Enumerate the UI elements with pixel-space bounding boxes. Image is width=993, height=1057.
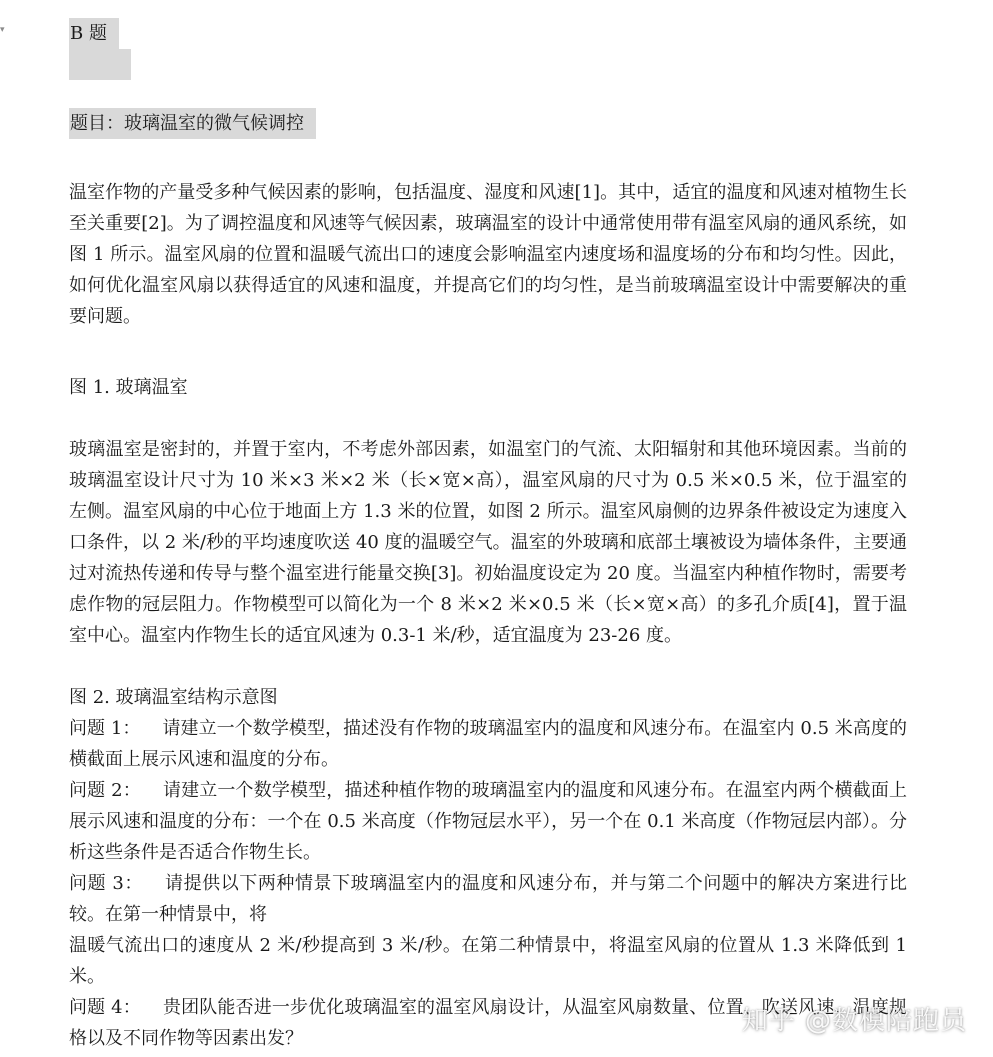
question-1-text: 请建立一个数学模型，描述没有作物的玻璃温室内的温度和风速分布。在温室内 0.5 米高度的横截面上展示风速和温度的分布。	[69, 718, 907, 770]
question-3-text: 请提供以下两种情景下玻璃温室内的温度和风速分布，并与第二个问题中的解决方案进行比较。在第一种情景中，将	[69, 873, 907, 925]
zhihu-watermark: 知乎 @数模陪跑员	[741, 1006, 967, 1036]
intro-paragraph: 温室作物的产量受多种气候因素的影响，包括温度、湿度和风速[1]。其中，适宜的温度和风速对植物生长至关重要[2]。为了调控温度和风速等气候因素，玻璃温室的设计中通常使用带有温室风扇的通风系统，如图 1 所示。温室风扇的位置和温暖气流出口的速度会影响温室内速度场和温度场的分布和均匀性。因此，如何优化温室风扇以获得适宜的风速和温度，并提高它们的均匀性，是当前玻璃温室设计中需要解决的重要问题。	[69, 182, 907, 327]
question-3-continuation: 温暖气流出口的速度从 2 米/秒提高到 3 米/秒。在第二种情景中，将温室风扇的位置从 1.3 米降低到 1 米。	[69, 935, 907, 987]
figure-2-caption: 图 2. 玻璃温室结构示意图	[69, 687, 278, 708]
collapse-marker-icon[interactable]: ▾	[0, 25, 5, 35]
problem-label	[69, 18, 907, 49]
question-2	[69, 775, 907, 868]
question-1	[69, 713, 907, 775]
question-3	[69, 868, 907, 930]
figure-1-caption: 图 1. 玻璃温室	[69, 377, 188, 398]
question-4-label: 问题 4：	[69, 997, 141, 1018]
problem-title-text: 题目：玻璃温室的微气候调控	[69, 108, 316, 139]
description-paragraph: 玻璃温室是密封的，并置于室内，不考虑外部因素，如温室门的气流、太阳辐射和其他环境因素。当前的玻璃温室设计尺寸为 10 米×3 米×2 米（长×宽×高），温室风扇的尺寸为 0.5 米×0.5 米，位于温室的左侧。温室风扇的中心位于地面上方 1.3 米的位置，如图 2 所示。温室风扇侧的边界条件被设定为速度入口条件，以 2 米/秒的平均速度吹送 40 度的温暖空气。温室的外玻璃和底部土壤被设为墙体条件，主要通过对流热传递和传导与整个温室进行能量交换[3]。初始温度设定为 20 度。当温室内种植作物时，需要考虑作物的冠层阻力。作物模型可以简化为一个 8 米×2 米×0.5 米（长×宽×高）的多孔介质[4]，置于温室中心。温室内作物生长的适宜风速为 0.3-1 米/秒，适宜温度为 23-26 度。	[69, 439, 907, 646]
question-3-label: 问题 3：	[69, 873, 143, 894]
highlight-spacer	[69, 49, 131, 80]
question-2-text: 请建立一个数学模型，描述种植作物的玻璃温室内的温度和风速分布。在温室内两个横截面上展示风速和温度的分布：一个在 0.5 米高度（作物冠层水平），另一个在 0.1 米高度（作物冠层内部）。分析这些条件是否适合作物生长。	[69, 780, 907, 863]
question-1-label: 问题 1：	[69, 718, 141, 739]
problem-title	[69, 108, 907, 139]
question-2-label: 问题 2：	[69, 780, 141, 801]
question-4-text: 贵团队能否进一步优化玻璃温室的温室风扇设计，从温室风扇数量、位置、吹送风速、温度规格以及不同作物等因素出发？	[69, 997, 907, 1049]
problem-label-text: B 题	[69, 18, 119, 49]
document-body	[69, 18, 907, 1054]
